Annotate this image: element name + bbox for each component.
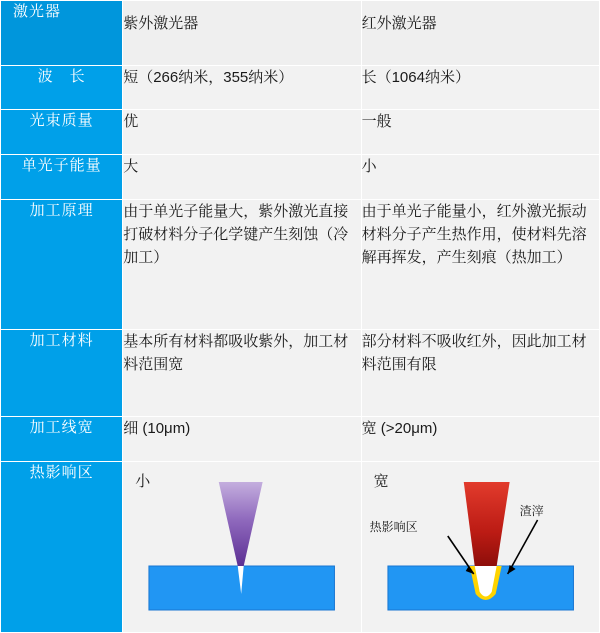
cell-uv-materials: 基本所有材料都吸收紫外，加工材料范围宽 bbox=[123, 329, 361, 416]
row-label-heat-affected-zone: 热影响区 bbox=[1, 462, 123, 633]
annotation-slag: 渣滓 bbox=[519, 504, 544, 518]
cell-ir-diagram bbox=[361, 462, 599, 633]
cell-uv-photon-energy: 大 bbox=[123, 155, 361, 200]
cell-ir-photon-energy: 小 bbox=[361, 155, 599, 200]
uv-beam-diagram bbox=[123, 462, 360, 632]
table-row bbox=[1, 1, 600, 66]
table-row bbox=[1, 329, 600, 416]
row-header-label: 激光器 bbox=[1, 1, 123, 66]
ir-beam-diagram bbox=[362, 462, 599, 632]
table-row bbox=[1, 199, 600, 329]
ir-diagram-svg bbox=[362, 462, 599, 632]
row-label-materials: 加工材料 bbox=[1, 329, 123, 416]
cell-ir-principle: 由于单光子能量小，红外激光振动材料分子产生热作用，使材料先溶解再挥发，产生刻痕（热加工） bbox=[361, 199, 599, 329]
table-row bbox=[1, 417, 600, 462]
table-row bbox=[1, 110, 600, 155]
annotation-heat-affected-zone: 热影响区 bbox=[369, 520, 418, 534]
row-label-line-width: 加工线宽 bbox=[1, 417, 123, 462]
cell-ir-materials: 部分材料不吸收红外，因此加工材料范围有限 bbox=[361, 329, 599, 416]
ir-diagram-caption: 宽 bbox=[373, 473, 389, 490]
table-row bbox=[1, 462, 600, 633]
row-label-principle: 加工原理 bbox=[1, 199, 123, 329]
cell-ir-line-width: 宽 (>20μm) bbox=[361, 417, 599, 462]
row-header-ir: 红外激光器 bbox=[361, 1, 599, 66]
table-row bbox=[1, 155, 600, 200]
cell-ir-wavelength: 长（1064纳米） bbox=[361, 65, 599, 110]
cell-uv-line-width: 细 (10μm) bbox=[123, 417, 361, 462]
row-label-wavelength: 波 长 bbox=[1, 65, 123, 110]
uv-diagram-caption: 小 bbox=[135, 473, 151, 490]
row-label-beam-quality: 光束质量 bbox=[1, 110, 123, 155]
cell-uv-beam-quality: 优 bbox=[123, 110, 361, 155]
row-header-uv: 紫外激光器 bbox=[123, 1, 361, 66]
table-row bbox=[1, 65, 600, 110]
uv-diagram-svg bbox=[123, 462, 360, 632]
cell-uv-wavelength: 短（266纳米，355纳米） bbox=[123, 65, 361, 110]
cell-ir-beam-quality: 一般 bbox=[361, 110, 599, 155]
cell-uv-diagram bbox=[123, 462, 361, 633]
cell-uv-principle: 由于单光子能量大，紫外激光直接打破材料分子化学键产生刻蚀（冷加工） bbox=[123, 199, 361, 329]
row-label-photon-energy: 单光子能量 bbox=[1, 155, 123, 200]
